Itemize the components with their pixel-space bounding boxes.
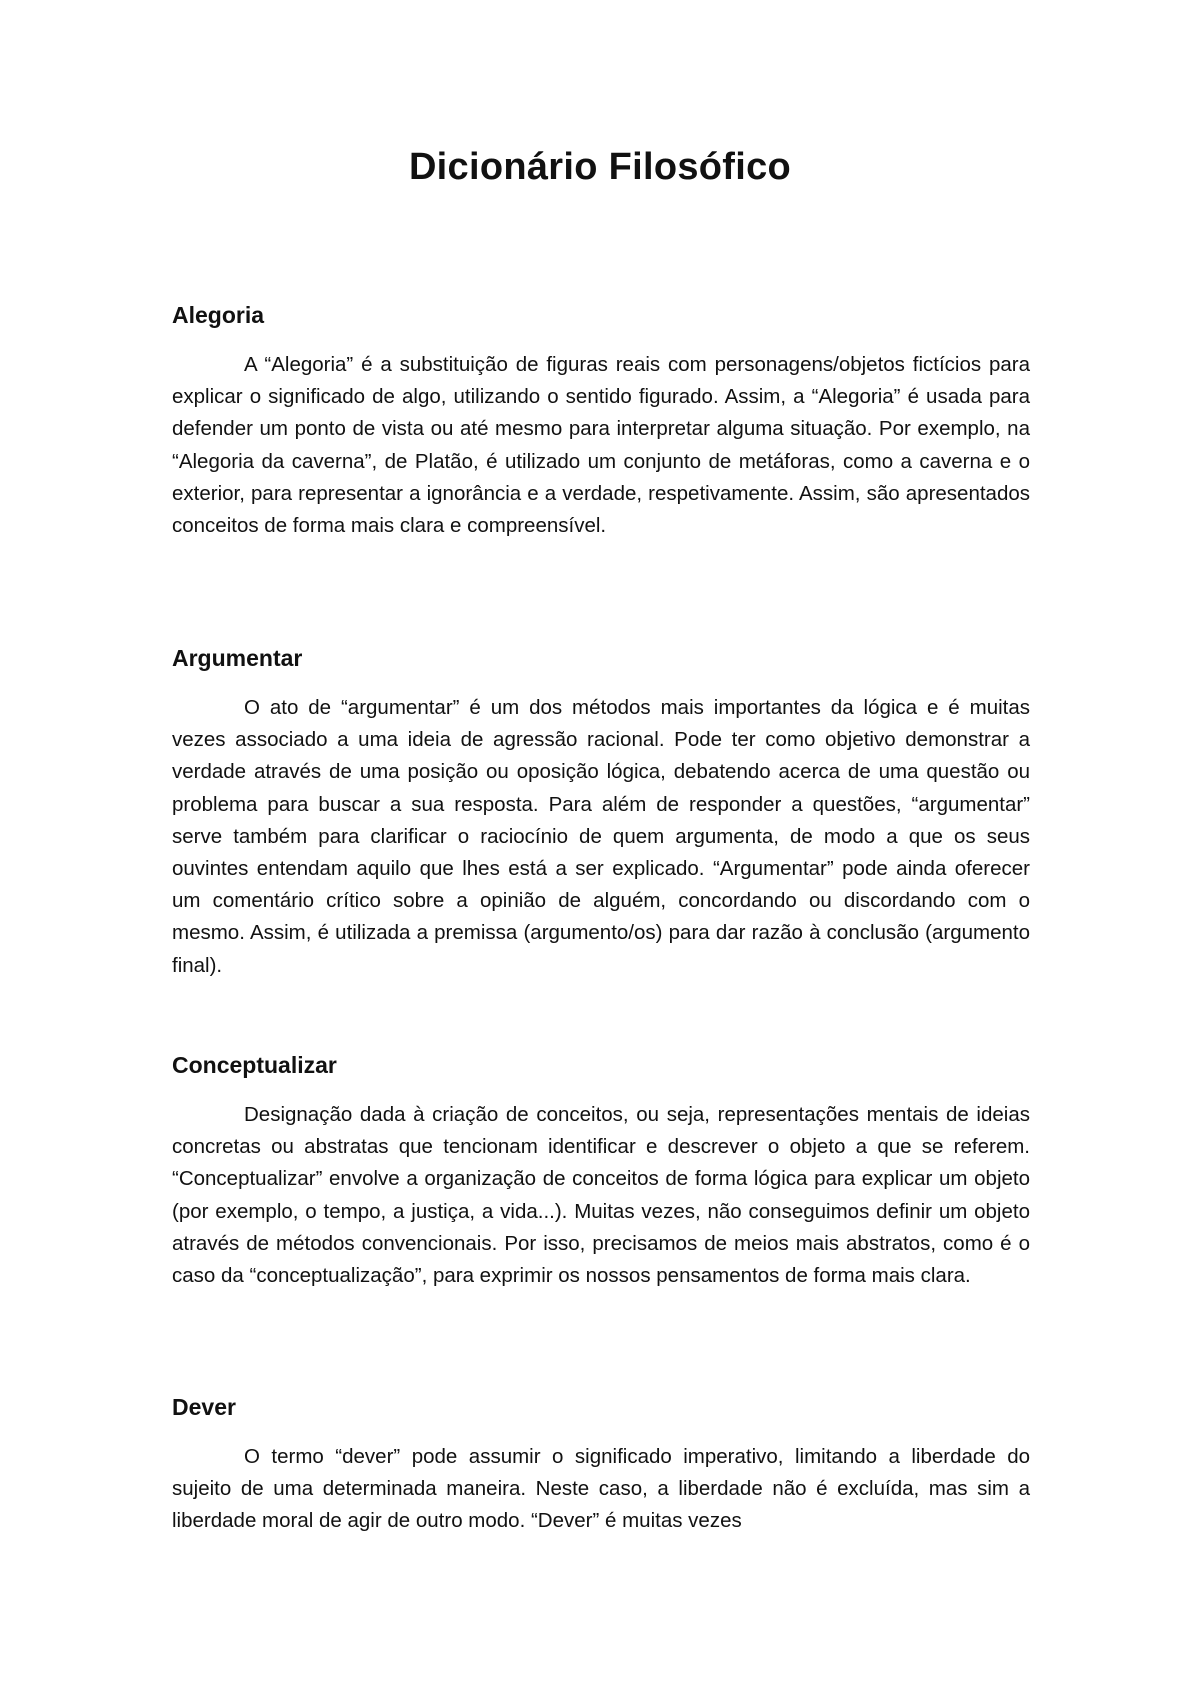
entry-term: Argumentar [172,645,303,671]
entry-conceptualizar [172,1050,1030,1292]
entry-argumentar [172,643,1030,982]
entry-definition: O ato de “argumentar” é um dos métodos mais importantes da lógica e é muitas vezes associado a uma ideia de agressão racional. Pode ter como objetivo demonstrar a verdade através de uma posição ou oposição lógica, debatendo acerca de uma questão ou problema para buscar a sua resposta. Para além de responder a questões, “argumentar” serve também para clarificar o raciocínio de quem argumenta, de modo a que os seus ouvintes entendam aquilo que lhes está a ser explicado. “Argumentar” pode ainda oferecer um comentário crítico sobre a opinião de alguém, concordando ou discordando com o mesmo. Assim, é utilizada a premissa (argumento/os) para dar razão à conclusão (argumento final). [172,696,1030,977]
entry-dever [172,1392,1030,1538]
entry-alegoria [172,300,1030,542]
entry-term: Conceptualizar [172,1052,337,1078]
entry-term: Alegoria [172,302,265,328]
entry-definition: Designação dada à criação de conceitos, ou seja, representações mentais de ideias concretas ou abstratas que tencionam identificar e descrever o objeto a que se referem. “Conceptualizar” envolve a organização de conceitos de forma lógica para explicar um objeto (por exemplo, o tempo, a justiça, a vida...). Muitas vezes, não conseguimos definir um objeto através de métodos convencionais. Por isso, precisamos de meios mais abstratos, como é o caso da “conceptualização”, para exprimir os nossos pensamentos de forma mais clara. [172,1103,1030,1288]
entry-definition: A “Alegoria” é a substituição de figuras reais com personagens/objetos fictícios para explicar o significado de algo, utilizando o sentido figurado. Assim, a “Alegoria” é usada para defender um ponto de vista ou até mesmo para interpretar alguma situação. Por exemplo, na “Alegoria da caverna”, de Platão, é utilizado um conjunto de metáforas, como a caverna e o exterior, para representar a ignorância e a verdade, respetivamente. Assim, são apresentados conceitos de forma mais clara e compreensível. [172,353,1030,538]
page-title: Dicionário Filosófico [408,146,792,188]
entry-definition: O termo “dever” pode assumir o significado imperativo, limitando a liberdade do sujeito de uma determinada maneira. Neste caso, a liberdade não é excluída, mas sim a liberdade moral de agir de outro modo. “Dever” é muitas vezes [172,1445,1030,1533]
entry-term: Dever [172,1394,236,1420]
